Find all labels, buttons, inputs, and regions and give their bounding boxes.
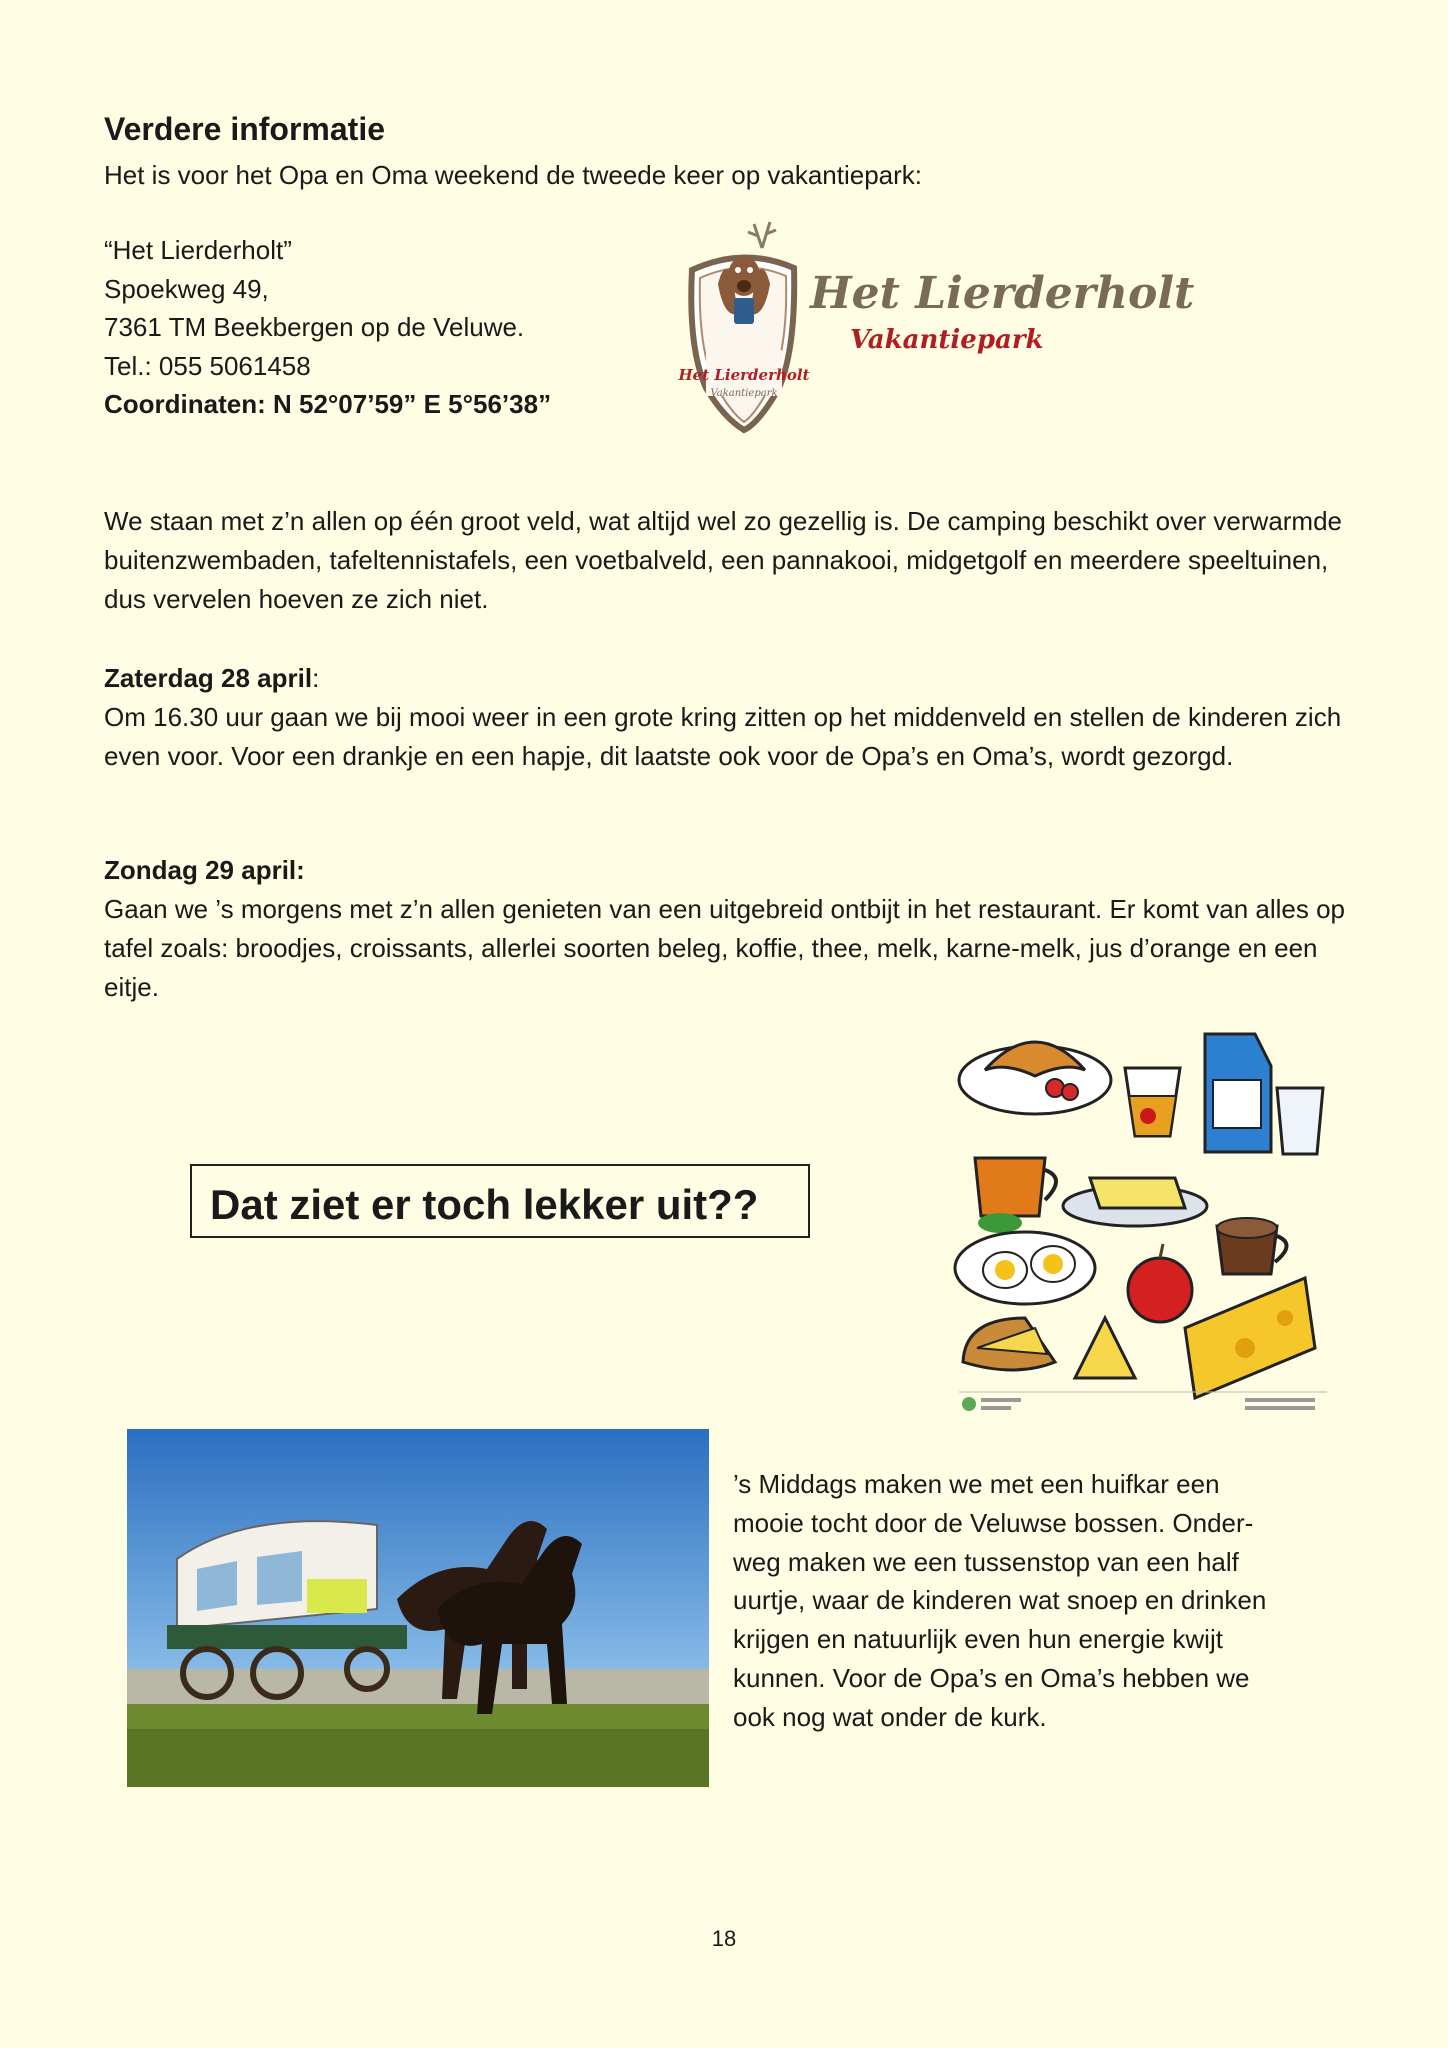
coordinates: Coordinaten: N 52°07’59” E 5°56’38” [104, 389, 552, 419]
camping-description: We staan met z’n allen op één groot veld, wat altijd wel zo gezellig is. De camping beschikt over verwarmde buitenzwembaden, tafeltennistafels, een voetbalveld, een pannakooi, midgetgolf en meerdere speeltuinen, dus vervelen hoeven ze zich niet. [104, 506, 1343, 614]
breakfast-illustration [955, 1018, 1327, 1414]
afternoon-line: ’s Middags maken we met een huifkar een [733, 1469, 1220, 1499]
address-block [104, 231, 551, 424]
logo-subtitle: Vakantiepark [850, 325, 1044, 355]
sunday-text: Gaan we ’s morgens met z’n allen genieten van een uitgebreid ontbijt in het restaurant. Er komt van alles op tafel zoals: broodjes, croissants, allerlei soorten beleg, koffie, thee, melk, karne-melk, jus d’orange en een eitje. [104, 894, 1346, 1002]
phone: Tel.: 055 5061458 [104, 350, 311, 381]
afternoon-line: ook nog wat onder de kurk. [733, 1701, 1047, 1732]
section-heading: Verdere informatie [104, 111, 385, 147]
afternoon-line: kunnen. Voor de Opa’s en Oma’s hebben we [733, 1662, 1250, 1693]
callout-box [190, 1164, 810, 1238]
park-logo [678, 218, 1195, 440]
afternoon-line: krijgen en natuurlijk even hun energie kwijt [733, 1624, 1223, 1655]
shield-subtitle: Vakantiepark [710, 388, 778, 399]
saturday-colon: : [312, 663, 320, 693]
sunday-title: Zondag 29 april: [104, 855, 305, 885]
saturday-heading-line [104, 659, 1364, 698]
park-name: “Het Lierderholt” [104, 235, 292, 265]
afternoon-line: mooie tocht door de Veluwse bossen. Onder- [733, 1507, 1254, 1538]
logo-title: Het Lierderholt [810, 268, 1195, 319]
callout-text: Dat ziet er toch lekker uit?? [210, 1181, 759, 1228]
street: Spoekweg 49, [104, 273, 269, 304]
saturday-text: Om 16.30 uur gaan we bij mooi weer in een grote kring zitten op het middenveld en stellen de kinderen zich even voor. Voor een drankje en een hapje, dit laatste ook voor de Opa’s en Oma’s, wordt gezorgd. [104, 702, 1342, 771]
afternoon-text [733, 1465, 1353, 1737]
sunday-section [104, 851, 1364, 1007]
afternoon-line: uurtje, waar de kinderen wat snoep en drinken [733, 1585, 1267, 1616]
intro-text: Het is voor het Opa en Oma weekend de tweede keer op vakantiepark: [104, 160, 923, 190]
city: 7361 TM Beekbergen op de Veluwe. [104, 312, 525, 342]
afternoon-line: weg maken we een tussenstop van een half [733, 1546, 1239, 1577]
shield-title: Het Lierderholt [678, 366, 810, 384]
horse-wagon-photo [127, 1429, 709, 1787]
saturday-section [104, 659, 1364, 776]
saturday-title: Zaterdag 28 april [104, 663, 313, 693]
page-number: 18 [711, 1926, 737, 1951]
